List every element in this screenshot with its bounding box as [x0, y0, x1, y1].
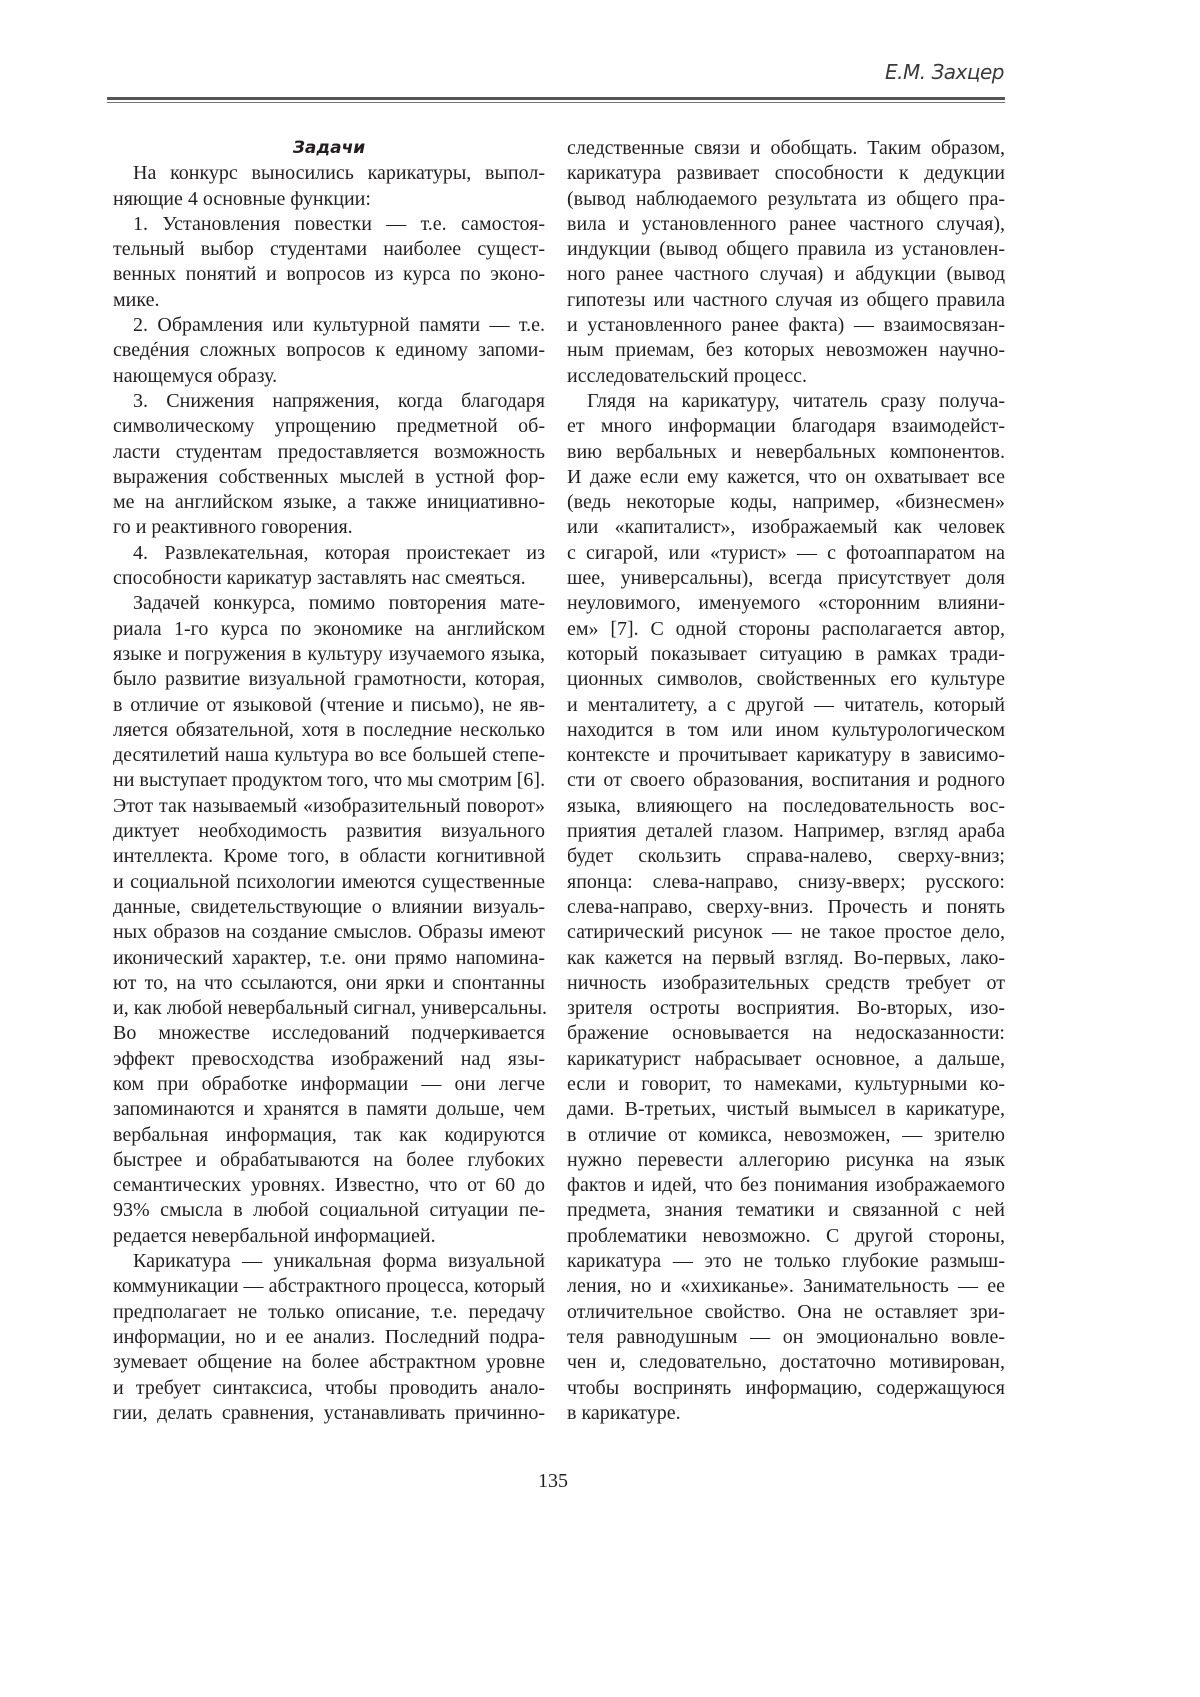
- text-line: коммуникации — абстрактного процесса, который: [113, 1274, 545, 1299]
- text-line: в карикатуре.: [567, 1401, 1005, 1426]
- text-line: информации, но и ее анализ. Последний подра-: [113, 1325, 545, 1350]
- text-line: ного ранее частного случая) и абдукции (вывод: [567, 262, 1005, 287]
- text-line: как кажется на первый взгляд. Во-первых, лако-: [567, 946, 1005, 971]
- text-line: 4. Развлекательная, которая проистекает из: [113, 541, 545, 566]
- text-line: и менталитету, а с другой — читатель, который: [567, 693, 1005, 718]
- text-line: гипотезы или частного случая из общего правила: [567, 288, 1005, 313]
- text-line: способности карикатур заставлять нас смеяться.: [113, 566, 545, 591]
- text-line: карикатура — это не только глубокие размыш-: [567, 1249, 1005, 1274]
- left-column-body: [113, 161, 545, 1426]
- text-line: шее, универсальны), всегда присутствует доля: [567, 566, 1005, 591]
- text-line: предмета, знания тематики и связанной с ней: [567, 1198, 1005, 1223]
- text-line: символическому упрощению предметной об-: [113, 414, 545, 439]
- text-line: ют то, на что ссылаются, они ярки и спонтанны: [113, 971, 545, 996]
- text-line: в отличие от языковой (чтение и письмо), не яв-: [113, 693, 545, 718]
- text-line: находится в том или ином культурологическом: [567, 718, 1005, 743]
- text-line: и социальной психологии имеются существенные: [113, 870, 545, 895]
- text-line: няющие 4 основные функции:: [113, 187, 545, 212]
- text-line: диктует необходимость развития визуального: [113, 819, 545, 844]
- text-line: 3. Снижения напряжения, когда благодаря: [113, 389, 545, 414]
- text-line: И даже если ему кажется, что он охватывает все: [567, 465, 1005, 490]
- text-line: ционных символов, свойственных его культуре: [567, 667, 1005, 692]
- right-column: [567, 136, 1005, 1426]
- text-line: языка, влияющего на последовательность вос-: [567, 794, 1005, 819]
- text-line: ет много информации благодаря взаимодейст-: [567, 414, 1005, 439]
- text-line: ным приемам, без которых невозможен научно-: [567, 338, 1005, 363]
- text-line: который показывает ситуацию в рамках тради-: [567, 642, 1005, 667]
- text-line: десятилетий наша культура во все большей степе-: [113, 743, 545, 768]
- left-column: [113, 136, 545, 1426]
- paragraph: [567, 136, 1005, 389]
- text-line: ем» [7]. С одной стороны располагается автор,: [567, 617, 1005, 642]
- text-line: если и говорит, то намеками, культурными ко-: [567, 1072, 1005, 1097]
- text-line: эффект превосходства изображений над язы-: [113, 1047, 545, 1072]
- text-line: с сигарой, или «турист» — с фотоаппаратом на: [567, 541, 1005, 566]
- text-line: предполагает не только описание, т.е. передачу: [113, 1300, 545, 1325]
- text-line: было развитие визуальной грамотности, которая,: [113, 667, 545, 692]
- text-line: отличительное свойство. Она не оставляет зри-: [567, 1300, 1005, 1325]
- page-number: 135: [0, 1470, 1106, 1493]
- paragraph: [113, 541, 545, 592]
- text-line: и, как любой невербальный сигнал, универсальны.: [113, 996, 545, 1021]
- text-line: ни выступает продуктом того, что мы смотрим [6].: [113, 768, 545, 793]
- text-line: вербальная информация, так как кодируются: [113, 1123, 545, 1148]
- text-line: (вывод наблюдаемого результата из общего пра-: [567, 187, 1005, 212]
- text-line: чтобы воспринять информацию, содержащуюся: [567, 1376, 1005, 1401]
- text-line: или «капиталист», изображаемый как человек: [567, 515, 1005, 540]
- text-line: Этот так называемый «изобразительный поворот»: [113, 794, 545, 819]
- text-line: редается невербальной информацией.: [113, 1224, 545, 1249]
- text-line: дами. В-третьих, чистый вымысел в карикатуре,: [567, 1097, 1005, 1122]
- text-line: индукции (вывод общего правила из установлен-: [567, 237, 1005, 262]
- running-head-author: Е.М. Захцер: [885, 60, 1004, 84]
- text-line: языке и погружения в культуру изучаемого языка,: [113, 642, 545, 667]
- text-line: слева-направо, сверху-вниз. Прочесть и понять: [567, 895, 1005, 920]
- text-line: На конкурс выносились карикатуры, выпол-: [113, 161, 545, 186]
- paragraph: [113, 313, 545, 389]
- text-line: японца: слева-направо, снизу-вверх; русского:: [567, 870, 1005, 895]
- text-line: бражение основывается на недосказанности:: [567, 1021, 1005, 1046]
- text-line: гии, делать сравнения, устанавливать причинно-: [113, 1401, 545, 1426]
- paragraph: [113, 161, 545, 212]
- text-line: ничность изобразительных средств требует от: [567, 971, 1005, 996]
- right-column-body: [567, 136, 1005, 1426]
- text-line: го и реактивного говорения.: [113, 515, 545, 540]
- text-line: семантических уровнях. Известно, что от 60 до: [113, 1173, 545, 1198]
- text-line: сатирический рисунок — не такое простое дело,: [567, 920, 1005, 945]
- text-line: вию вербальных и невербальных компонентов.: [567, 440, 1005, 465]
- text-line: мике.: [113, 288, 545, 313]
- text-line: быстрее и обрабатываются на более глубоких: [113, 1148, 545, 1173]
- text-line: интеллекта. Кроме того, в области когнитивной: [113, 844, 545, 869]
- text-line: Задачей конкурса, помимо повторения мате-: [113, 591, 545, 616]
- text-line: Во множестве исследований подчеркивается: [113, 1021, 545, 1046]
- text-line: и установленного ранее факта) — взаимосвязан-: [567, 313, 1005, 338]
- text-line: контексте и прочитывает карикатуру в зависимо-: [567, 743, 1005, 768]
- paragraph: [113, 591, 545, 1249]
- text-line: приятия деталей глазом. Например, взгляд араба: [567, 819, 1005, 844]
- paragraph: [567, 389, 1005, 1426]
- text-line: ме на английском языке, а также инициативно-: [113, 490, 545, 515]
- text-line: иконический характер, т.е. они прямо напомина-: [113, 946, 545, 971]
- text-line: зрителя остроты восприятия. Во-вторых, изо-: [567, 996, 1005, 1021]
- text-line: тельный выбор студентами наиболее сущест-: [113, 237, 545, 262]
- text-line: сти от своего образования, воспитания и родного: [567, 768, 1005, 793]
- header-double-rule: [107, 97, 1005, 103]
- text-line: нающемуся образу.: [113, 364, 545, 389]
- paragraph: [113, 212, 545, 313]
- paragraph: [113, 389, 545, 541]
- section-heading: Задачи: [113, 136, 545, 161]
- text-line: 93% смысла в любой социальной ситуации пе-: [113, 1198, 545, 1223]
- text-line: и требует синтаксиса, чтобы проводить анало-: [113, 1376, 545, 1401]
- text-line: ных образов на создание смыслов. Образы имеют: [113, 920, 545, 945]
- text-line: будет скользить справа-налево, сверху-вниз;: [567, 844, 1005, 869]
- text-line: Глядя на карикатуру, читатель сразу получа-: [567, 389, 1005, 414]
- text-line: 2. Обрамления или культурной памяти — т.е.: [113, 313, 545, 338]
- text-line: нужно перевести аллегорию рисунка на язык: [567, 1148, 1005, 1173]
- text-line: сведéния сложных вопросов к единому запоми-: [113, 338, 545, 363]
- text-line: проблематики невозможно. С другой стороны,: [567, 1224, 1005, 1249]
- text-line: в отличие от комикса, невозможен, — зрителю: [567, 1123, 1005, 1148]
- text-line: зумевает общение на более абстрактном уровне: [113, 1350, 545, 1375]
- text-line: следственные связи и обобщать. Таким образом,: [567, 136, 1005, 161]
- text-line: вила и установленного ранее частного случая),: [567, 212, 1005, 237]
- text-line: венных понятий и вопросов из курса по эконо-: [113, 262, 545, 287]
- text-line: карикатура развивает способности к дедукции: [567, 161, 1005, 186]
- text-line: Карикатура — уникальная форма визуальной: [113, 1249, 545, 1274]
- text-line: риала 1-го курса по экономике на английском: [113, 617, 545, 642]
- text-line: 1. Установления повестки — т.е. самостоя-: [113, 212, 545, 237]
- text-line: (ведь некоторые коды, например, «бизнесмен»: [567, 490, 1005, 515]
- text-line: данные, свидетельствующие о влиянии визуаль-: [113, 895, 545, 920]
- text-line: исследовательский процесс.: [567, 364, 1005, 389]
- text-line: ления, но и «хихиканье». Занимательность — ее: [567, 1274, 1005, 1299]
- text-line: ляется обязательной, хотя в последние несколько: [113, 718, 545, 743]
- text-line: фактов и идей, что без понимания изображаемого: [567, 1173, 1005, 1198]
- text-line: запоминаются и хранятся в памяти дольше, чем: [113, 1097, 545, 1122]
- paragraph: [113, 1249, 545, 1426]
- text-line: ком при обработке информации — они легче: [113, 1072, 545, 1097]
- text-line: теля равнодушным — он эмоционально вовле-: [567, 1325, 1005, 1350]
- text-line: выражения собственных мыслей в устной фор-: [113, 465, 545, 490]
- text-line: чен и, следовательно, достаточно мотивирован,: [567, 1350, 1005, 1375]
- text-line: неуловимого, именуемого «сторонним влияни-: [567, 591, 1005, 616]
- text-line: карикатурист набрасывает основное, а дальше,: [567, 1047, 1005, 1072]
- text-line: ласти студентам предоставляется возможность: [113, 440, 545, 465]
